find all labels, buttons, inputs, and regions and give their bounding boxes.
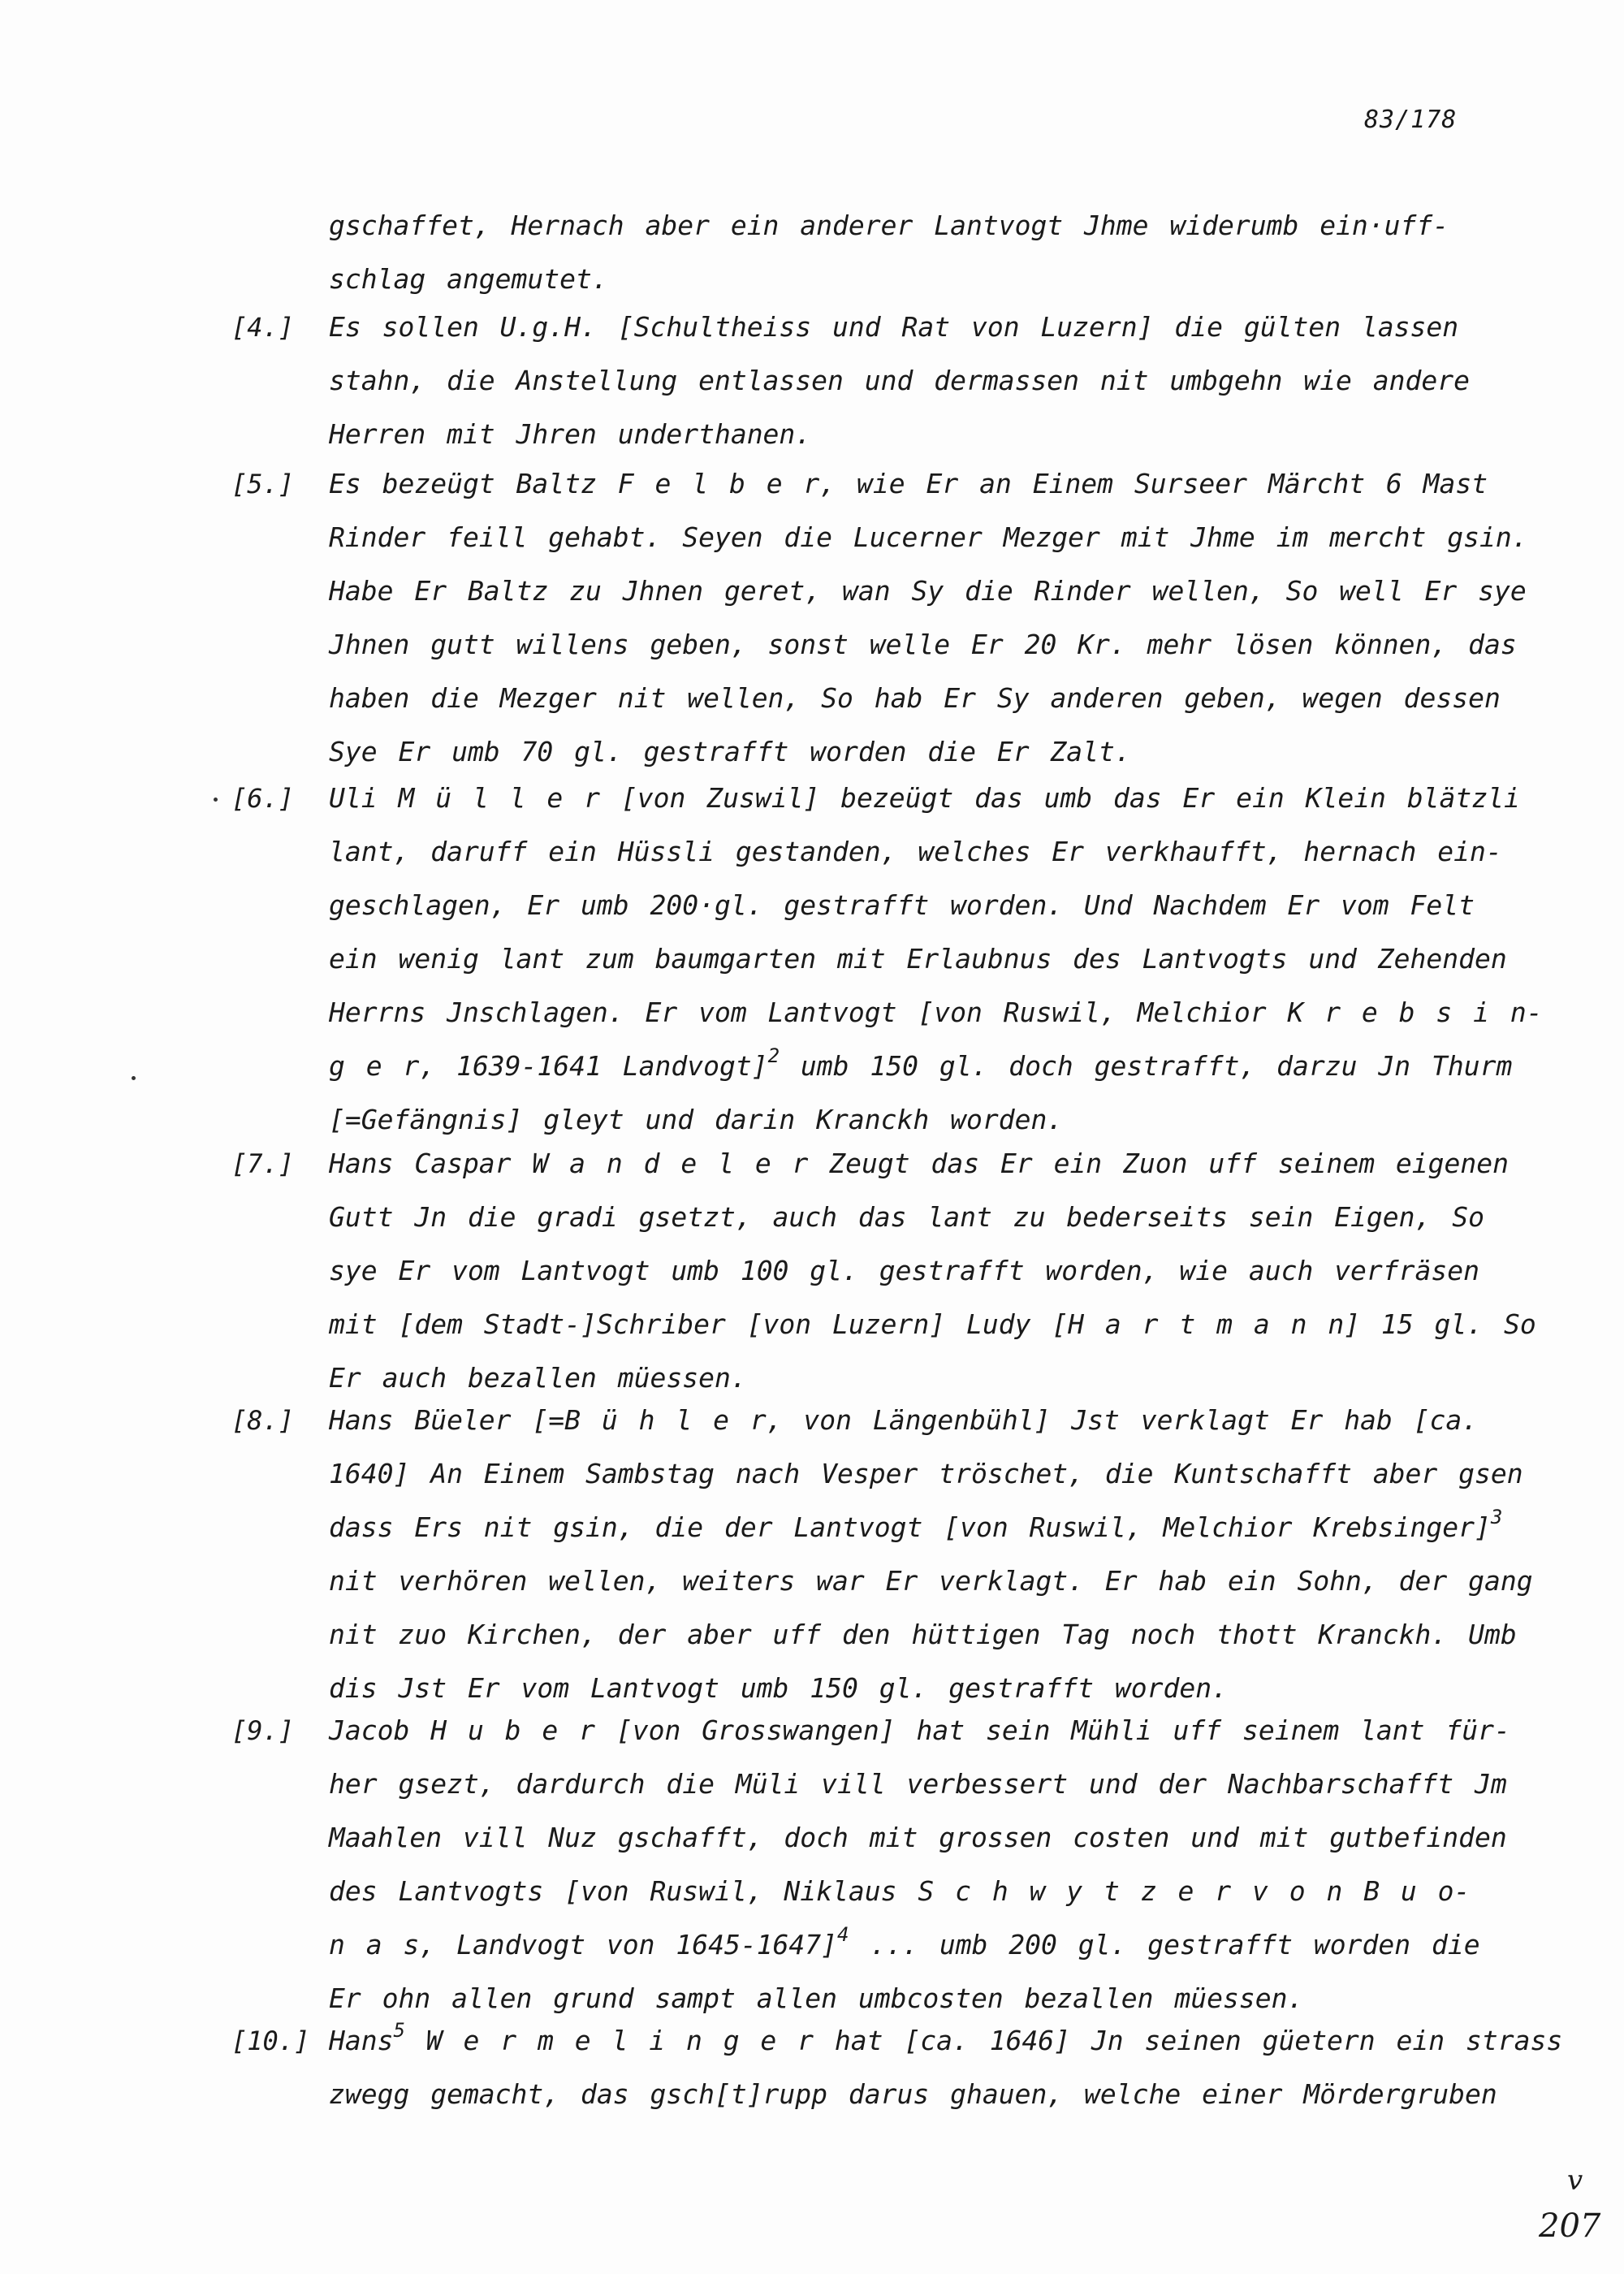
text-line: dis Jst Er vom Lantvogt umb 150 gl. gestrafft worden. <box>329 1672 1228 1704</box>
entry-number: [9.] <box>231 1715 295 1746</box>
footnote-marker: 5 <box>393 2019 405 2042</box>
text-line: Gutt Jn die gradi gsetzt, auch das lant zu bederseits sein Eigen, So <box>329 1201 1485 1233</box>
handwritten-archive-number: 207 <box>1539 2207 1601 2245</box>
entry-number: [4.] <box>231 312 295 343</box>
text-line: Jacob H u b e r [von Grosswangen] hat sein Mühli uff seinem lant für- <box>329 1714 1510 1746</box>
entry-number: [7.] <box>231 1148 295 1179</box>
text-line-with-footnote <box>329 1040 1522 1093</box>
text-segment: W e r m e l i n g e r hat [ca. 1646] Jn seinen güetern ein strass <box>404 2025 1563 2056</box>
text-line: Er auch bezallen müessen. <box>329 1362 747 1394</box>
text-line: zwegg gemacht, das gsch[t]rupp darus ghauen, welche einer Mördergruben <box>329 2078 1497 2110</box>
text-line: nit verhören wellen, weiters war Er verklagt. Er hab ein Sohn, der gang <box>329 1565 1533 1597</box>
handwritten-check-mark: v <box>1567 2164 1583 2197</box>
scan-speck <box>132 1076 136 1080</box>
text-segment: umb 150 gl. doch gestrafft, darzu Jn Thurm <box>780 1050 1513 1082</box>
text-line: [=Gefängnis] gleyt und darin Kranckh worden. <box>329 1104 1064 1135</box>
text-line-with-footnote <box>329 2014 1563 2068</box>
text-segment: dass Ers nit gsin, die der Lantvogt [von Ruswil, Melchior Krebsinger] <box>329 1511 1491 1543</box>
text-line: Maahlen vill Nuz gschafft, doch mit grossen costen und mit gutbefinden <box>329 1822 1507 1853</box>
entry-number: [6.] <box>231 783 295 814</box>
text-line: Es sollen U.g.H. [Schultheiss und Rat von Luzern] die gülten lassen <box>329 311 1459 343</box>
text-line-with-footnote <box>329 1918 1522 1972</box>
text-line: Sye Er umb 70 gl. gestrafft worden die Er Zalt. <box>329 736 1131 767</box>
text-line: ein wenig lant zum baumgarten mit Erlaubnus des Lantvogts und Zehenden <box>329 943 1507 975</box>
text-line: Hans Büeler [=B ü h l e r, von Längenbühl] Jst verklagt Er hab [ca. <box>329 1404 1479 1436</box>
text-line: Rinder feill gehabt. Seyen die Lucerner Mezger mit Jhme im mercht gsin. <box>329 521 1528 553</box>
footnote-marker: 3 <box>1490 1506 1503 1528</box>
footnote-marker: 4 <box>837 1923 849 1946</box>
text-line: 1640] An Einem Sambstag nach Vesper tröschet, die Kuntschafft aber gsen <box>329 1458 1523 1489</box>
text-line: Herren mit Jhren underthanen. <box>329 418 812 450</box>
text-line: Herrns Jnschlagen. Er vom Lantvogt [von Ruswil, Melchior K r e b s i n- <box>329 996 1543 1028</box>
page-number: 83/178 <box>1364 106 1458 134</box>
text-segment: g e r, 1639-1641 Landvogt] <box>329 1050 768 1082</box>
text-line: Hans Caspar W a n d e l e r Zeugt das Er ein Zuon uff seinem eigenen <box>329 1148 1510 1179</box>
footnote-marker: 2 <box>767 1044 780 1067</box>
text-line: Er ohn allen grund sampt allen umbcosten bezallen müessen. <box>329 1982 1304 2014</box>
entry-number: [10.] <box>231 2025 310 2056</box>
text-line: gschaffet, Hernach aber ein anderer Lantvogt Jhme widerumb ein·uff- <box>329 210 1449 241</box>
text-line: stahn, die Anstellung entlassen und dermassen nit umbgehn wie andere <box>329 365 1471 396</box>
text-line: Es bezeügt Baltz F e l b e r, wie Er an Einem Surseer Märcht 6 Mast <box>329 468 1488 499</box>
text-line: geschlagen, Er umb 200·gl. gestrafft worden. Und Nachdem Er vom Felt <box>329 889 1475 921</box>
text-line-with-footnote <box>329 1501 1522 1554</box>
entry-number: [5.] <box>231 469 295 499</box>
text-line: Jhnen gutt willens geben, sonst welle Er 20 Kr. mehr lösen können, das <box>329 629 1517 660</box>
text-line: haben die Mezger nit wellen, So hab Er Sy anderen geben, wegen dessen <box>329 682 1501 714</box>
text-line: her gsezt, dardurch die Müli vill verbessert und der Nachbarschafft Jm <box>329 1768 1507 1800</box>
entry-number: [8.] <box>231 1405 295 1436</box>
text-line: mit [dem Stadt-]Schriber [von Luzern] Ludy [H a r t m a n n] 15 gl. So <box>329 1308 1536 1340</box>
text-line: sye Er vom Lantvogt umb 100 gl. gestrafft worden, wie auch verfräsen <box>329 1255 1480 1286</box>
text-line: lant, daruff ein Hüssli gestanden, welches Er verkhaufft, hernach ein- <box>329 836 1502 867</box>
text-line: des Lantvogts [von Ruswil, Niklaus S c h w y t z e r v o n B u o- <box>329 1875 1471 1907</box>
text-line: Uli M ü l l e r [von Zuswil] bezeügt das umb das Er ein Klein blätzli <box>329 782 1520 814</box>
text-line: Habe Er Baltz zu Jhnen geret, wan Sy die Rinder wellen, So well Er sye <box>329 575 1527 607</box>
text-line: nit zuo Kirchen, der aber uff den hüttigen Tag noch thott Kranckh. Umb <box>329 1619 1517 1650</box>
scan-speck <box>214 798 218 802</box>
text-segment: Hans <box>329 2025 394 2056</box>
text-segment: ... umb 200 gl. gestrafft worden die <box>849 1929 1480 1961</box>
text-segment: n a s, Landvogt von 1645-1647] <box>329 1929 838 1961</box>
text-line: schlag angemutet. <box>329 263 608 295</box>
